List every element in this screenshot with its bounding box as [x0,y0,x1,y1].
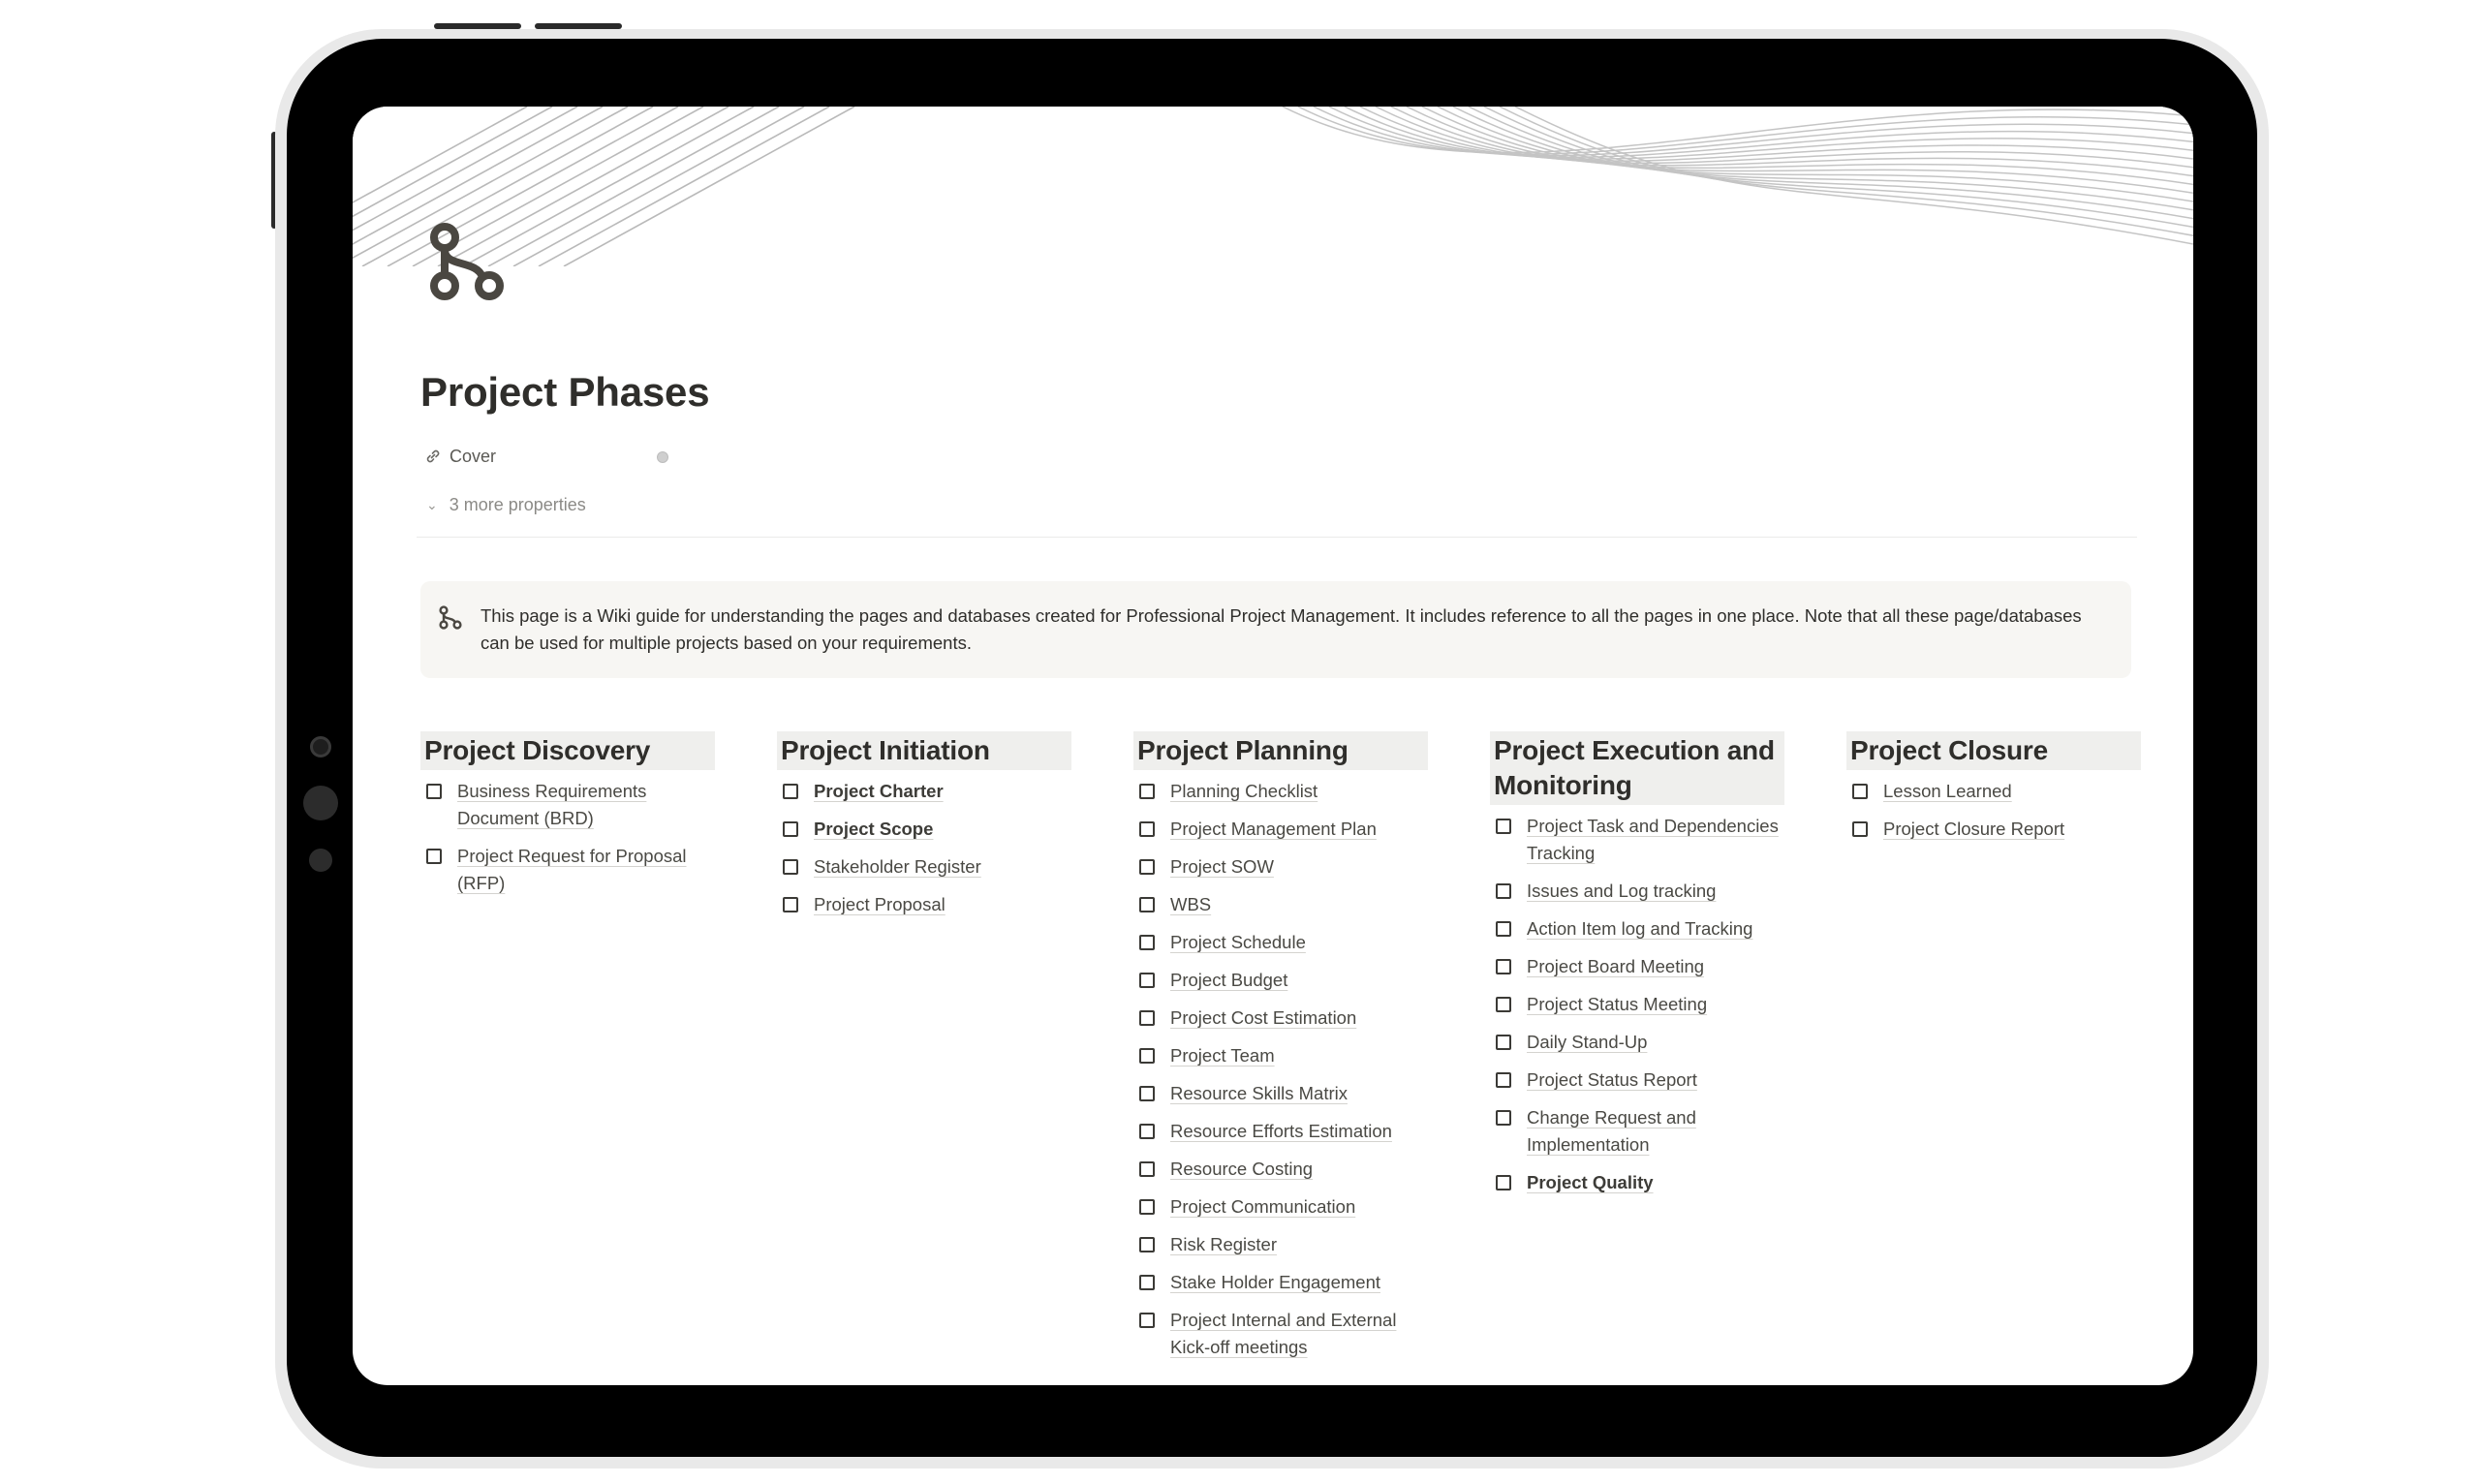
todo-item [1133,929,1428,956]
page-link[interactable]: Project Cost Estimation [1170,1007,1357,1028]
todo-item [1490,878,1784,905]
page-link[interactable]: Change Request and Implementation [1527,1107,1696,1155]
page-link[interactable]: WBS [1170,894,1212,914]
phase-heading[interactable]: Project Closure [1846,731,2141,770]
todo-list [1490,813,1784,1196]
todo-item [1846,816,2141,843]
todo-item [777,891,1071,918]
todo-item [1133,1080,1428,1107]
todo-item [777,853,1071,881]
page-link[interactable]: Project Status Meeting [1527,994,1708,1014]
todo-item [1133,1307,1428,1361]
property-value-indicator[interactable] [657,451,668,463]
todo-item [1846,778,2141,805]
todo-checkbox[interactable] [783,821,798,837]
phase-column [777,731,1071,929]
todo-checkbox[interactable] [1139,784,1155,799]
page-link[interactable]: Resource Skills Matrix [1170,1083,1348,1103]
todo-list [420,778,715,897]
page-link[interactable]: Project Schedule [1170,932,1306,952]
link-icon [424,448,442,465]
page-link[interactable]: Stake Holder Engagement [1170,1272,1380,1292]
page-link[interactable]: Project Internal and External Kick-off meetings [1170,1310,1397,1357]
property-cover[interactable] [424,441,496,472]
page-link[interactable]: Project Status Report [1527,1069,1697,1090]
phase-column [1133,731,1428,1372]
page-link[interactable]: Project Closure Report [1883,819,2065,839]
todo-checkbox[interactable] [1139,897,1155,912]
todo-item [420,843,715,897]
page-link[interactable]: Project Communication [1170,1196,1356,1217]
todo-checkbox[interactable] [1139,973,1155,988]
page-link[interactable]: Resource Costing [1170,1159,1314,1179]
page-title[interactable]: Project Phases [420,369,710,415]
todo-item [1490,953,1784,980]
page-link[interactable]: Project Request for Proposal (RFP) [457,846,687,893]
todo-checkbox[interactable] [1139,1048,1155,1064]
todo-checkbox[interactable] [1496,1035,1511,1050]
page-link[interactable]: Project Scope [814,819,934,839]
page-link[interactable]: Lesson Learned [1883,781,2012,801]
callout-block[interactable] [420,581,2131,678]
todo-item [1490,991,1784,1018]
todo-item [1133,1042,1428,1069]
todo-checkbox[interactable] [1496,921,1511,937]
todo-list [777,778,1071,918]
todo-item [1490,1104,1784,1159]
todo-checkbox[interactable] [1139,859,1155,875]
todo-checkbox[interactable] [783,859,798,875]
page-link[interactable]: Business Requirements Document (BRD) [457,781,647,828]
callout-text: This page is a Wiki guide for understanding the pages and databases created for Professional Project Management. It includes reference to all the pages in one place. Note that all these page/databases can be used for multiple projects based on your requirements. [480,605,2082,653]
page-content [420,363,2135,653]
todo-item [420,778,715,832]
page-link[interactable]: Project Charter [814,781,944,801]
todo-checkbox[interactable] [1139,1161,1155,1177]
property-label-cover: Cover [450,446,497,466]
todo-checkbox[interactable] [1852,821,1868,837]
todo-item [1490,1067,1784,1094]
sensor-dot-small [309,849,332,872]
cover-line-art [353,107,2193,266]
todo-checkbox[interactable] [1139,935,1155,950]
todo-item [1133,1005,1428,1032]
todo-item [1133,1193,1428,1221]
todo-checkbox[interactable] [1496,959,1511,974]
todo-checkbox[interactable] [1139,1275,1155,1290]
phase-heading[interactable]: Project Initiation [777,731,1071,770]
todo-item [1490,813,1784,867]
properties-divider [417,537,2137,538]
page-link[interactable]: Project Board Meeting [1527,956,1705,976]
todo-item [1133,853,1428,881]
page-git-branch-icon[interactable] [428,221,513,306]
todo-item [1133,1269,1428,1296]
page-link[interactable]: Project Team [1170,1045,1275,1066]
todo-list [1133,778,1428,1361]
notion-page-screen [353,107,2193,1385]
phase-column [1490,731,1784,1207]
phase-heading[interactable]: Project Execution and Monitoring [1490,731,1784,805]
todo-checkbox[interactable] [1852,784,1868,799]
todo-item [777,778,1071,805]
todo-item [1133,1231,1428,1258]
todo-checkbox[interactable] [1496,819,1511,834]
page-link[interactable]: Daily Stand-Up [1527,1032,1648,1052]
page-link[interactable]: Action Item log and Tracking [1527,918,1753,939]
todo-item [1133,778,1428,805]
more-properties-label: 3 more properties [449,494,586,514]
todo-checkbox[interactable] [1139,1237,1155,1252]
todo-checkbox[interactable] [783,784,798,799]
todo-checkbox[interactable] [1496,1110,1511,1126]
todo-checkbox[interactable] [1496,1175,1511,1190]
todo-checkbox[interactable] [1496,997,1511,1012]
page-link[interactable]: Issues and Log tracking [1527,881,1717,901]
todo-item [1133,816,1428,843]
page-link[interactable]: Stakeholder Register [814,856,981,877]
phase-column [1846,731,2141,853]
todo-checkbox[interactable] [426,784,442,799]
todo-checkbox[interactable] [1139,1124,1155,1139]
todo-checkbox[interactable] [1496,883,1511,899]
todo-checkbox[interactable] [1139,1313,1155,1328]
todo-list [1846,778,2141,843]
todo-checkbox[interactable] [1139,1010,1155,1026]
phase-heading[interactable]: Project Planning [1133,731,1428,770]
todo-checkbox[interactable] [1496,1072,1511,1088]
chevron-down-icon: ⌄ [426,496,438,512]
page-link[interactable]: Project Proposal [814,894,946,914]
todo-checkbox[interactable] [783,897,798,912]
todo-item [777,816,1071,843]
todo-item [1133,1118,1428,1145]
todo-item [1133,891,1428,918]
page-cover-image[interactable] [353,107,2193,266]
callout-git-branch-icon [438,604,465,632]
more-properties-toggle[interactable] [426,489,586,520]
todo-checkbox[interactable] [426,849,442,864]
phase-heading[interactable]: Project Discovery [420,731,715,770]
todo-item [1490,915,1784,943]
page-link[interactable]: Project Management Plan [1170,819,1377,839]
todo-item [1133,1156,1428,1183]
page-link[interactable]: Project Quality [1527,1172,1654,1192]
sensor-dot-large [303,786,338,820]
todo-item [1490,1169,1784,1196]
todo-checkbox[interactable] [1139,1086,1155,1101]
todo-item [1133,967,1428,994]
page-link[interactable]: Project Task and Dependencies Tracking [1527,816,1779,863]
camera-icon [310,736,331,757]
page-link[interactable]: Project SOW [1170,856,1274,877]
todo-item [1490,1029,1784,1056]
todo-checkbox[interactable] [1139,821,1155,837]
page-link[interactable]: Planning Checklist [1170,781,1318,801]
todo-checkbox[interactable] [1139,1199,1155,1215]
page-link[interactable]: Risk Register [1170,1234,1277,1254]
phase-column [420,731,715,908]
page-link[interactable]: Resource Efforts Estimation [1170,1121,1392,1141]
page-link[interactable]: Project Budget [1170,970,1288,990]
